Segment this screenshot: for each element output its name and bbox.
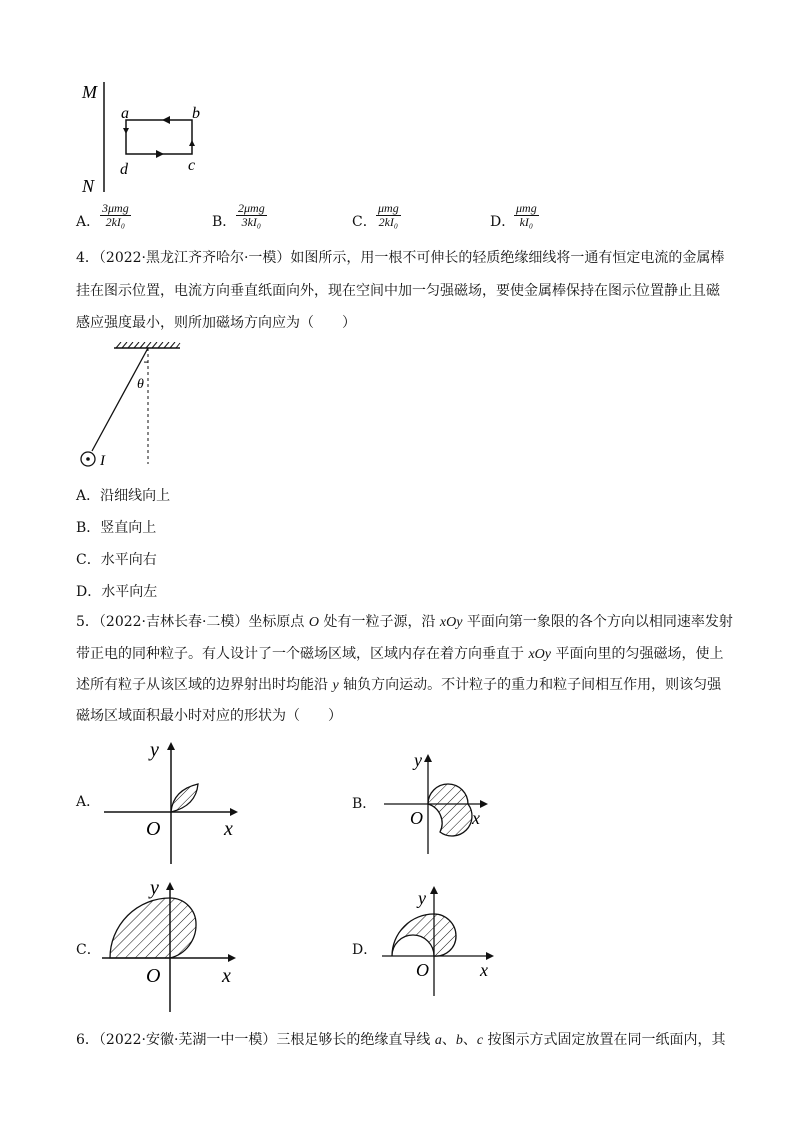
axis-x-label: x — [472, 808, 480, 828]
denominator: 2kI₀ — [378, 215, 399, 229]
q4-option-b[interactable]: B．竖直向上 — [76, 520, 157, 536]
thread — [92, 348, 148, 451]
axis-y-label: y — [414, 750, 422, 770]
axis-y-label: y — [150, 877, 159, 899]
figure-current-loop — [70, 78, 230, 198]
label-N: N — [82, 176, 95, 196]
q5-line1-prefix: 5．（2022·吉林长春·二模）坐标原点 — [76, 614, 309, 630]
q4-text-line-1: 4．（2022·黑龙江齐齐哈尔·一模）如图所示，用一根不可伸长的轻质绝缘细线将一通有恒定电流的金属棒 — [76, 250, 725, 266]
label-b: b — [192, 105, 200, 122]
option-letter: C． — [76, 942, 101, 958]
pendulum-diagram — [74, 342, 194, 472]
fraction — [236, 202, 267, 229]
x-axis-arrow-icon — [486, 952, 494, 960]
q6-wire-a: a — [434, 1033, 442, 1048]
q4-text-line-3: 感应强度最小，则所加磁场方向应为（ ） — [76, 315, 356, 331]
denominator: 2kI₀ — [105, 215, 126, 229]
q6-prefix: 6．（2022·安徽·芜湖一中一模）三根足够长的绝缘直导线 — [76, 1032, 435, 1048]
label-M: M — [82, 82, 97, 102]
label-c: c — [188, 157, 196, 174]
option-letter: B． — [352, 796, 377, 812]
y-axis-arrow-icon — [167, 742, 175, 750]
graph-b — [374, 748, 519, 860]
q5-line2-xOy: xOy — [528, 647, 551, 662]
option-letter: B． — [212, 214, 237, 230]
axis-x-label: x — [480, 960, 488, 980]
x-axis-arrow-icon — [230, 808, 238, 816]
numerator: μmg — [516, 201, 537, 215]
numerator: 3μmg — [102, 201, 129, 215]
q5-line3-suffix: 轴负方向运动。不计粒子的重力和粒子间相互作用，则该匀强 — [338, 677, 722, 693]
y-axis-arrow-icon — [166, 882, 174, 890]
y-axis-arrow-icon — [424, 754, 432, 762]
axis-y-label: y — [418, 888, 426, 908]
q5-line2-suffix: 平面向里的匀强磁场，使上 — [551, 646, 724, 662]
arrow-c-up-icon — [189, 140, 195, 146]
field-region — [171, 784, 198, 812]
axis-y-label: y — [150, 739, 159, 761]
q5-line1-O: O — [308, 615, 320, 630]
option-letter: C． — [352, 214, 377, 230]
q5-text-line-4: 磁场区域面积最小时对应的形状为（ ） — [76, 708, 342, 724]
q6-wire-c: c — [476, 1033, 484, 1048]
y-axis-arrow-icon — [430, 886, 438, 894]
arrow-b-left-icon — [162, 116, 170, 124]
axis-x-label: x — [222, 965, 231, 987]
figure-pendulum — [74, 342, 194, 472]
arrow-a-down-icon — [123, 128, 129, 134]
fraction — [514, 202, 539, 229]
arrow-d-right-icon — [156, 150, 164, 158]
denominator: 3kI₀ — [241, 215, 262, 229]
denominator: kI₀ — [519, 215, 534, 229]
q5-option-d[interactable] — [352, 880, 522, 1000]
origin-label: O — [146, 965, 161, 987]
q5-text-line-2 — [76, 644, 723, 665]
angle-label-theta: θ — [137, 377, 144, 392]
current-dot-icon — [86, 457, 90, 461]
q5-option-a[interactable] — [76, 736, 256, 868]
q5-option-b[interactable] — [352, 748, 522, 860]
field-region — [428, 784, 472, 836]
numerator: 2μmg — [238, 201, 265, 215]
q4-option-d[interactable]: D．水平向左 — [76, 584, 158, 600]
graph-c — [98, 876, 253, 1016]
option-letter: D． — [490, 214, 516, 230]
q4-text-line-2: 挂在图示位置，电流方向垂直纸面向外，现在空间中加一匀强磁场，要使金属棒保持在图示位置静止且磁 — [76, 283, 720, 299]
option-letter: A． — [76, 794, 101, 810]
option-letter: D． — [352, 942, 378, 958]
q6-wire-b: b — [455, 1033, 463, 1048]
q6-suffix: 按图示方式固定放置在同一纸面内，其 — [483, 1032, 726, 1048]
q5-line3-y: y — [332, 678, 339, 693]
fraction — [376, 202, 401, 229]
numerator: μmg — [378, 201, 399, 215]
origin-label: O — [410, 808, 423, 828]
origin-label: O — [416, 960, 429, 980]
q5-text-line-3 — [76, 675, 721, 696]
x-axis-arrow-icon — [228, 954, 236, 962]
q6-sep-1: 、 — [441, 1032, 456, 1048]
q5-option-c[interactable] — [76, 876, 256, 1016]
ceiling-hatch — [116, 342, 180, 348]
q5-line1-xOy: xOy — [439, 615, 463, 630]
q5-line3-prefix: 述所有粒子从该区域的边界射出时均能沿 — [76, 677, 333, 693]
field-region — [110, 898, 196, 958]
current-loop-diagram — [70, 78, 230, 198]
graph-d — [372, 880, 522, 1000]
label-a: a — [121, 105, 129, 122]
q5-line1-mid: 处有一粒子源，沿 — [319, 614, 440, 630]
q5-line2-prefix: 带正电的同种粒子。有人设计了一个磁场区域，区域内存在着方向垂直于 — [76, 646, 529, 662]
fraction — [100, 202, 131, 229]
q4-option-a[interactable]: A．沿细线向上 — [76, 488, 171, 504]
axis-x-label: x — [224, 818, 233, 840]
origin-label: O — [146, 818, 161, 840]
q5-line1-suffix: 平面向第一象限的各个方向以相同速率发射 — [462, 614, 733, 630]
graph-a — [102, 736, 252, 868]
q6-sep-2: 、 — [462, 1032, 477, 1048]
option-letter: A． — [76, 214, 101, 230]
label-d: d — [120, 161, 128, 178]
current-label-I: I — [100, 453, 105, 469]
x-axis-arrow-icon — [480, 800, 488, 808]
question-6-text-line-1 — [76, 1030, 726, 1051]
loop-abcd — [126, 120, 192, 154]
q4-option-c[interactable]: C．水平向右 — [76, 552, 157, 568]
q5-text-line-1 — [76, 612, 733, 633]
field-region — [392, 914, 456, 956]
